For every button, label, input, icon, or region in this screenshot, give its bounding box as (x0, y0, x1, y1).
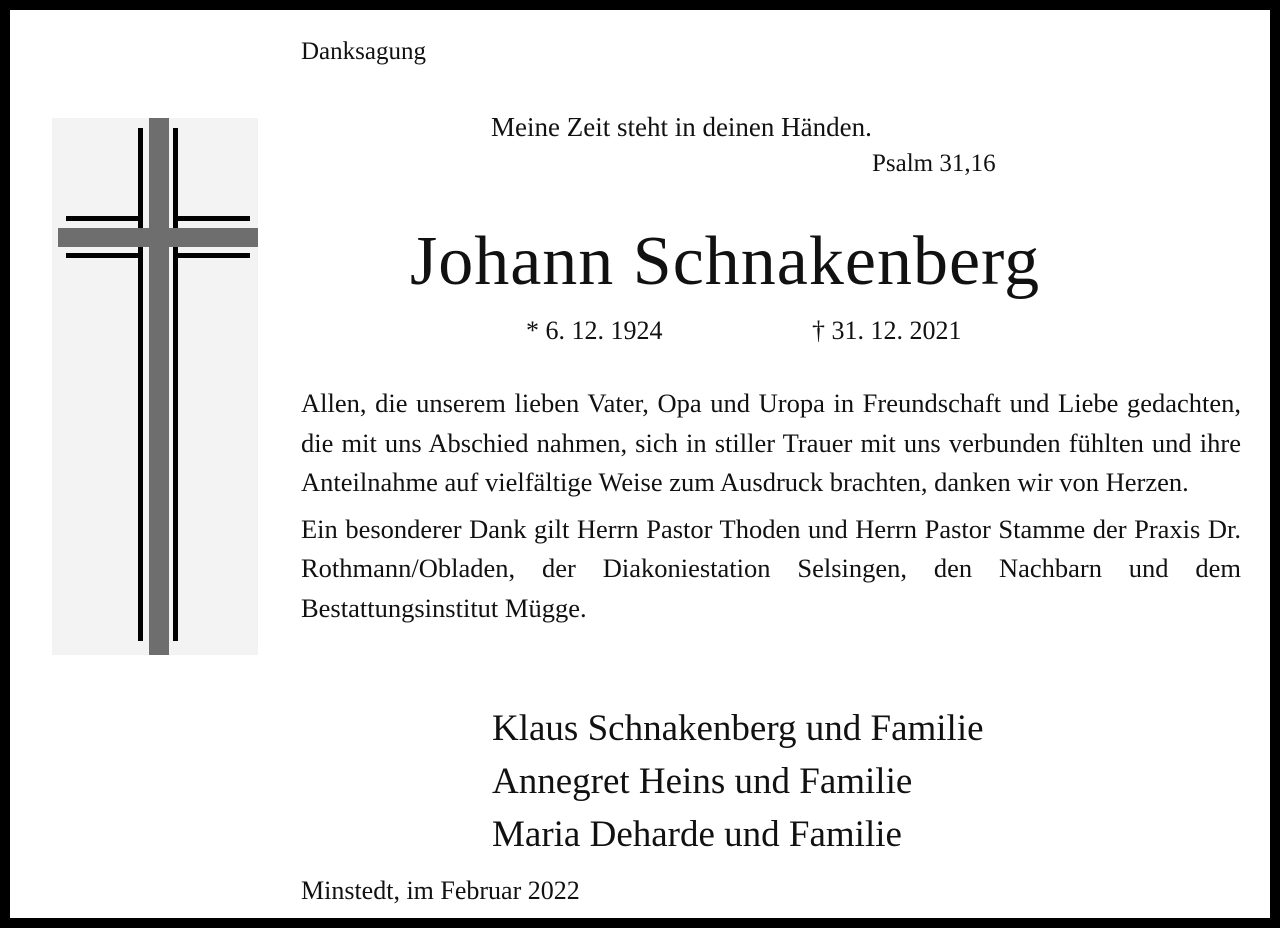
thanks-text (301, 384, 1241, 635)
notice-heading: Danksagung (301, 38, 426, 65)
cross-panel (52, 118, 258, 655)
signatories (492, 702, 984, 861)
thanks-paragraph: Allen, die unserem lieben Vater, Opa und Uropa in Freundschaft und Liebe gedachten, die mit uns Abschied nahmen, sich in stiller Trauer mit uns verbunden fühlten und ihre Anteilnahme auf vielfältige Weise zum Ausdruck brachten, danken wir von Herzen. (301, 388, 1241, 497)
cross-icon (52, 118, 258, 655)
birth-date: * 6. 12. 1924 (526, 316, 663, 345)
signatory: Klaus Schnakenberg und Familie (492, 708, 984, 749)
life-dates (526, 316, 962, 346)
bible-verse-reference: Psalm 31,16 (872, 150, 996, 177)
signatory: Maria Deharde und Familie (492, 814, 902, 855)
deceased-name: Johann Schnakenberg (410, 223, 1041, 300)
death-date: † 31. 12. 2021 (812, 316, 962, 345)
signatory: Annegret Heins und Familie (492, 761, 913, 802)
place-and-date: Minstedt, im Februar 2022 (301, 876, 580, 905)
thanks-paragraph: Ein besonderer Dank gilt Herrn Pastor Thoden und Herrn Pastor Stamme der Praxis Dr. Rothmann/Obladen, der Diakoniestation Selsingen, den Nachbarn und dem Bestattungsinstitut Mügge. (301, 513, 1241, 623)
bible-verse: Meine Zeit steht in deinen Händen. (491, 112, 872, 142)
